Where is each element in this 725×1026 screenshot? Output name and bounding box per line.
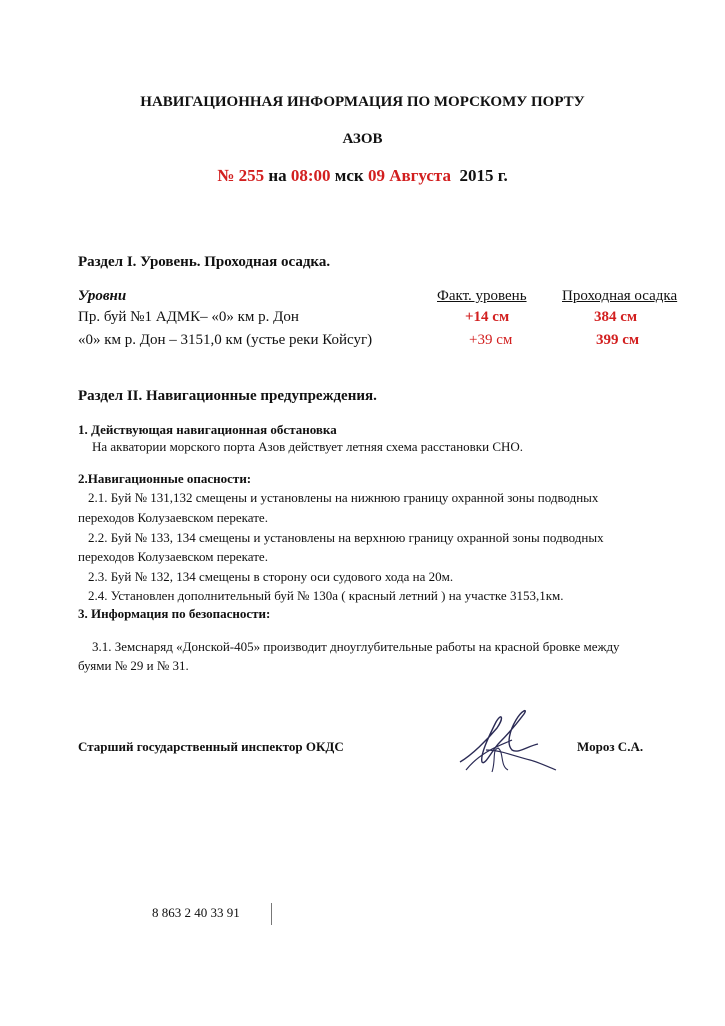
at-word: на xyxy=(268,166,287,185)
number-prefix: № xyxy=(217,166,235,185)
item1-title: 1. Действующая навигационная обстановка xyxy=(78,422,337,437)
item2-4: 2.4. Установлен дополнительный буй № 130а ( красный летний ) на участке 3153,1км. xyxy=(88,588,564,603)
doc-title: НАВИГАЦИОННАЯ ИНФОРМАЦИЯ ПО МОРСКОМУ ПОРТУ xyxy=(140,94,585,110)
item3-1-line2: буями № 29 и № 31. xyxy=(78,658,189,673)
level-row-1-draft: 384 см xyxy=(594,309,638,325)
timezone: мск xyxy=(334,166,364,185)
signer-name: Мороз С.А. xyxy=(577,739,644,754)
signer-position: Старший государственный инспектор ОКДС xyxy=(78,739,344,754)
item2-2-line1: 2.2. Буй № 133, 134 смещены и установлены на верхнюю границу охранной зоны подводных xyxy=(88,530,604,545)
item2-2-line2: переходов Колузаевском перекате. xyxy=(78,549,268,564)
level-row-1-name: Пр. буй №1 АДМК– «0» км р. Дон xyxy=(78,309,299,325)
item2-1-line2: переходов Колузаевском перекате. xyxy=(78,510,268,525)
section2-title: Раздел II. Навигационные предупреждения. xyxy=(78,388,377,404)
level-row-2-fact: +39 см xyxy=(469,332,513,348)
bulletin-year: 2015 г. xyxy=(459,166,508,185)
col-levels: Уровни xyxy=(78,288,127,304)
item1-text: На акватории морского порта Азов действует летняя схема расстановки СНО. xyxy=(92,439,524,454)
level-row-2-name: «0» км р. Дон – 3151,0 км (устье реки Койсуг) xyxy=(78,332,373,348)
item3-1-line1: 3.1. Земснаряд «Донской-405» производит дноуглубительные работы на красной бровке между xyxy=(92,639,620,654)
section1-title: Раздел I. Уровень. Проходная осадка. xyxy=(78,254,331,270)
bulletin-line xyxy=(0,166,725,186)
item2-3: 2.3. Буй № 132, 134 смещены в сторону оси судового хода на 20м. xyxy=(88,569,454,584)
text-cursor xyxy=(271,903,272,925)
bulletin-time: 08:00 xyxy=(290,166,331,185)
bulletin-number: 255 xyxy=(238,166,265,185)
item2-title: 2.Навигационные опасности: xyxy=(78,471,252,486)
handwritten-signature xyxy=(452,700,562,780)
col-draft: Проходная осадка xyxy=(562,288,678,304)
level-row-1-fact: +14 см xyxy=(465,309,510,325)
item3-title: 3. Информация по безопасности: xyxy=(78,606,271,621)
col-fact: Факт. уровень xyxy=(437,288,527,304)
phone-number: 8 863 2 40 33 91 xyxy=(152,905,240,920)
port-name: АЗОВ xyxy=(342,131,383,147)
level-row-2-draft: 399 см xyxy=(596,332,640,348)
item2-1-line1: 2.1. Буй № 131,132 смещены и установлены на нижнюю границу охранной зоны подводных xyxy=(88,490,599,505)
bulletin-date: 09 Августа xyxy=(367,166,451,185)
